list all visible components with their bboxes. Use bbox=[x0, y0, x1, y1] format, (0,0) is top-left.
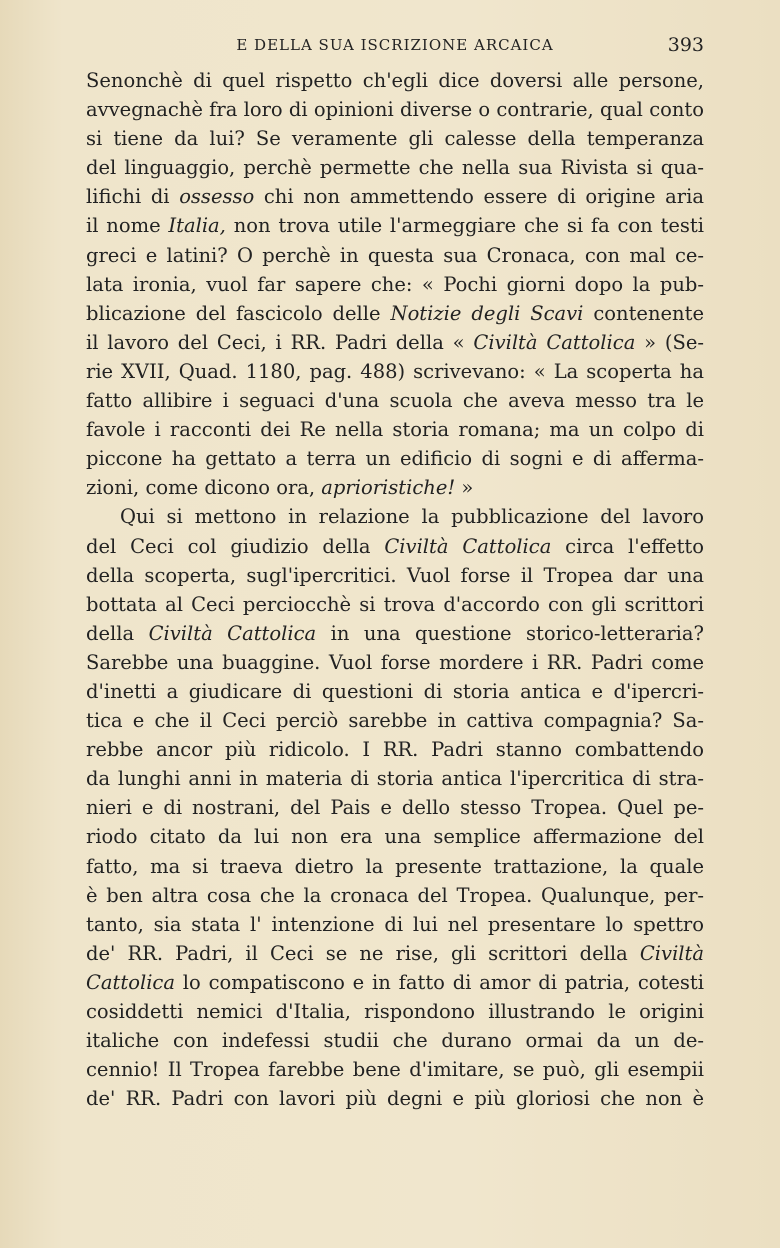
text-line bbox=[86, 124, 704, 153]
text-segment: contenente bbox=[583, 301, 704, 325]
text-segment: Qui si mettono in relazione la pubblicazione del lavoro bbox=[120, 505, 704, 529]
text-line bbox=[86, 677, 704, 706]
text-line bbox=[86, 910, 704, 939]
italic-segment: Civiltà Cattolica bbox=[384, 534, 552, 558]
text-line bbox=[86, 211, 704, 240]
text-line bbox=[86, 968, 704, 997]
text-line bbox=[86, 706, 704, 735]
text-segment: Senonchè di quel rispetto ch'egli dice doversi alle persone, bbox=[86, 69, 704, 92]
text-segment: tica e che il Ceci perciò sarebbe in cattiva compagnia? Sa- bbox=[86, 709, 704, 733]
text-line bbox=[86, 415, 704, 444]
text-segment: » (Se- bbox=[635, 330, 704, 354]
text-line bbox=[86, 357, 704, 386]
text-segment: si tiene da lui? Se veramente gli calesse della temperanza bbox=[86, 127, 704, 151]
italic-segment: Cattolica bbox=[86, 970, 175, 994]
page-number: 393 bbox=[667, 34, 704, 56]
text-line bbox=[86, 270, 704, 299]
text-line bbox=[86, 590, 704, 619]
italic-segment: Civiltà Cattolica bbox=[473, 330, 636, 354]
text-line bbox=[86, 648, 704, 677]
text-segment: d'inetti a giudicare di questioni di storia antica e d'ipercri- bbox=[86, 679, 704, 703]
text-line bbox=[86, 852, 704, 881]
text-segment: de' RR. Padri, il Ceci se ne rise, gli scrittori della bbox=[86, 941, 640, 965]
text-line bbox=[86, 153, 704, 182]
text-segment: nieri e di nostrani, del Pais e dello stesso Tropea. Quel pe- bbox=[86, 796, 704, 820]
text-segment: riodo citato da lui non era una semplice affermazione del bbox=[86, 825, 704, 849]
text-line bbox=[86, 997, 704, 1026]
text-line bbox=[86, 1084, 704, 1113]
text-line bbox=[86, 66, 704, 95]
italic-segment: Civiltà Cattolica bbox=[148, 621, 317, 645]
text-line bbox=[86, 182, 704, 211]
running-title: E DELLA SUA ISCRIZIONE ARCAICA bbox=[236, 36, 554, 54]
text-line bbox=[86, 532, 704, 561]
text-segment: cennio! Il Tropea farebbe bene d'imitare, se può, gli esempii bbox=[86, 1058, 704, 1082]
text-line bbox=[86, 502, 704, 531]
text-segment: cosiddetti nemici d'Italia, rispondono illustrando le origini bbox=[86, 1000, 704, 1023]
text-segment: tanto, sia stata l' intenzione di lui nel presentare lo spettro bbox=[86, 912, 704, 936]
text-segment: greci e latini? O perchè in questa sua Cronaca, con mal ce- bbox=[86, 243, 704, 267]
text-segment: non trova utile l'armeggiare che si fa con testi bbox=[225, 214, 705, 238]
text-line bbox=[86, 1026, 704, 1055]
text-segment: » bbox=[455, 476, 474, 500]
text-segment: in una questione storico-letteraria? bbox=[316, 621, 704, 645]
italic-segment: Notizie degli Scavi bbox=[390, 301, 584, 325]
body-text bbox=[86, 66, 704, 1113]
text-segment: zioni, come dicono ora, bbox=[86, 476, 322, 500]
text-line bbox=[86, 822, 704, 851]
text-segment: del Ceci col giudizio della bbox=[86, 534, 385, 558]
text-segment: circa l'effetto bbox=[551, 534, 704, 558]
text-segment: piccone ha gettato a terra un edificio di sogni e di afferma- bbox=[86, 447, 704, 471]
text-segment: rie XVII, Quad. 1180, pag. 488) scrivevano: « La scoperta ha bbox=[86, 359, 704, 383]
text-line bbox=[86, 1055, 704, 1084]
text-line bbox=[86, 735, 704, 764]
text-line bbox=[86, 619, 704, 648]
text-line bbox=[86, 939, 704, 968]
text-segment: da lunghi anni in materia di storia antica l'ipercritica di stra- bbox=[86, 767, 704, 791]
text-segment: è ben altra cosa che la cronaca del Tropea. Qualunque, per- bbox=[86, 883, 704, 907]
text-line bbox=[86, 881, 704, 910]
text-segment: bottata al Ceci perciocchè si trova d'accordo con gli scrittori bbox=[86, 592, 704, 616]
text-line bbox=[86, 473, 704, 502]
text-segment: lifichi di bbox=[86, 185, 180, 209]
text-segment: de' RR. Padri con lavori più degni e più gloriosi che non è bbox=[86, 1087, 704, 1111]
text-segment: il nome bbox=[86, 214, 169, 238]
text-segment: lata ironia, vuol far sapere che: « Pochi giorni dopo la pub- bbox=[86, 272, 704, 296]
text-line bbox=[86, 299, 704, 328]
text-segment: della bbox=[86, 621, 149, 645]
text-segment: favole i racconti dei Re nella storia romana; ma un colpo di bbox=[86, 418, 704, 442]
text-line bbox=[86, 386, 704, 415]
text-segment: il lavoro del Ceci, i RR. Padri della « bbox=[86, 330, 474, 354]
italic-segment: aprioristiche! bbox=[321, 476, 456, 500]
italic-segment: Civiltà bbox=[639, 941, 704, 965]
text-line bbox=[86, 793, 704, 822]
text-line bbox=[86, 444, 704, 473]
text-line bbox=[86, 561, 704, 590]
text-line bbox=[86, 328, 704, 357]
italic-segment: Italia, bbox=[168, 214, 226, 238]
text-segment: blicazione del fascicolo delle bbox=[86, 301, 391, 325]
text-segment: avvegnachè fra loro di opinioni diverse o contrarie, qual conto bbox=[86, 98, 704, 122]
text-segment: italiche con indefessi studii che durano ormai da un de- bbox=[86, 1029, 704, 1053]
italic-segment: ossesso bbox=[179, 185, 255, 209]
text-segment: fatto, ma si traeva dietro la presente trattazione, la quale bbox=[86, 854, 704, 878]
text-segment: chi non ammettendo essere di origine aria bbox=[254, 185, 704, 209]
text-segment: fatto allibire i seguaci d'una scuola che aveva messo tra le bbox=[86, 389, 704, 413]
text-segment: Sarebbe una buaggine. Vuol forse mordere i RR. Padri come bbox=[86, 650, 704, 674]
text-segment: lo compatiscono e in fatto di amor di patria, cotesti bbox=[174, 970, 704, 994]
text-line bbox=[86, 241, 704, 270]
text-segment: del linguaggio, perchè permette che nella sua Rivista si qua- bbox=[86, 156, 704, 180]
text-line bbox=[86, 764, 704, 793]
text-segment: rebbe ancor più ridicolo. I RR. Padri stanno combattendo bbox=[86, 738, 704, 762]
page-header bbox=[86, 34, 704, 58]
text-line bbox=[86, 95, 704, 124]
text-segment: della scoperta, sugl'ipercritici. Vuol forse il Tropea dar una bbox=[86, 563, 704, 587]
